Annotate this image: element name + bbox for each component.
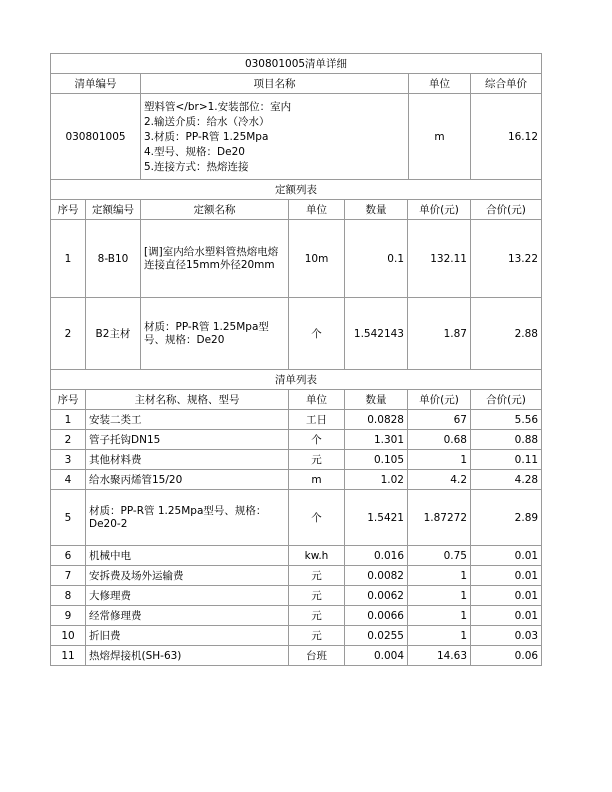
- header-total: 合价(元): [471, 390, 542, 410]
- row-price: 1: [408, 626, 471, 646]
- row-total: 0.06: [471, 646, 542, 666]
- row-qty: 0.0066: [345, 606, 408, 626]
- table-row: [51, 566, 542, 586]
- bill-unit-price: 16.12: [471, 94, 542, 180]
- desc-line: 塑料管</br>1.安装部位：室内: [144, 101, 292, 113]
- materials-table: [50, 369, 542, 666]
- row-total: 0.01: [471, 566, 542, 586]
- row-price: 14.63: [408, 646, 471, 666]
- row-total: 0.03: [471, 626, 542, 646]
- row-material-name: 经常修理费: [86, 606, 289, 626]
- desc-line: 4.型号、规格：De20: [144, 146, 245, 158]
- row-seq: 3: [51, 450, 86, 470]
- header-seq: 序号: [51, 200, 86, 220]
- row-qty: 0.0255: [345, 626, 408, 646]
- row-material-name: 材质：PP-R管 1.25Mpa型号、规格：De20-2: [86, 490, 289, 546]
- row-qty: 1.542143: [345, 298, 408, 370]
- desc-line: 3.材质：PP-R管 1.25Mpa: [144, 131, 269, 143]
- row-unit: m: [289, 470, 345, 490]
- table-row: [51, 586, 542, 606]
- row-price: 1.87: [408, 298, 471, 370]
- row-seq: 4: [51, 470, 86, 490]
- row-unit: 10m: [289, 220, 345, 298]
- row-qty: 0.004: [345, 646, 408, 666]
- table-row: [51, 470, 542, 490]
- row-price: 4.2: [408, 470, 471, 490]
- header-price: 单价(元): [408, 390, 471, 410]
- row-total: 13.22: [471, 220, 542, 298]
- bill-unit: m: [409, 94, 471, 180]
- row-total: 2.89: [471, 490, 542, 546]
- row-unit: 元: [289, 450, 345, 470]
- header-quota-name: 定额名称: [141, 200, 289, 220]
- row-qty: 0.016: [345, 546, 408, 566]
- header-qty: 数量: [345, 390, 408, 410]
- row-unit: 元: [289, 626, 345, 646]
- header-seq: 序号: [51, 390, 86, 410]
- row-seq: 6: [51, 546, 86, 566]
- quota-table: [50, 179, 542, 370]
- row-seq: 8: [51, 586, 86, 606]
- row-material-name: 机械中电: [86, 546, 289, 566]
- row-quota-code: 8-B10: [86, 220, 141, 298]
- row-qty: 0.0828: [345, 410, 408, 430]
- row-material-name: 其他材料费: [86, 450, 289, 470]
- row-material-name: 管子托钩DN15: [86, 430, 289, 450]
- table-row: [51, 490, 542, 546]
- table-row: [51, 606, 542, 626]
- bill-item-description: [141, 94, 409, 180]
- row-quota-name: 材质：PP-R管 1.25Mpa型号、规格：De20: [141, 298, 289, 370]
- header-quota-code: 定额编号: [86, 200, 141, 220]
- row-seq: 1: [51, 410, 86, 430]
- row-unit: 台班: [289, 646, 345, 666]
- row-unit: 元: [289, 586, 345, 606]
- row-unit: 元: [289, 566, 345, 586]
- row-seq: 1: [51, 220, 86, 298]
- row-total: 0.88: [471, 430, 542, 450]
- row-seq: 10: [51, 626, 86, 646]
- row-price: 1: [408, 606, 471, 626]
- table-row: [51, 430, 542, 450]
- row-seq: 2: [51, 430, 86, 450]
- desc-line: 5.连接方式：热熔连接: [144, 161, 249, 173]
- row-quota-name: [调]室内给水塑料管热熔电熔连接直径15mm外径20mm: [141, 220, 289, 298]
- table-row: [51, 410, 542, 430]
- row-unit: 工日: [289, 410, 345, 430]
- row-unit: 个: [289, 430, 345, 450]
- table-row: [51, 646, 542, 666]
- row-price: 132.11: [408, 220, 471, 298]
- row-unit: 元: [289, 606, 345, 626]
- row-seq: 9: [51, 606, 86, 626]
- quota-title: 定额列表: [51, 180, 542, 200]
- row-price: 0.75: [408, 546, 471, 566]
- header-unit: 单位: [289, 200, 345, 220]
- row-material-name: 大修理费: [86, 586, 289, 606]
- row-quota-code: B2主材: [86, 298, 141, 370]
- header-qty: 数量: [345, 200, 408, 220]
- row-unit: kw.h: [289, 546, 345, 566]
- header-unit: 单位: [289, 390, 345, 410]
- bill-title: 030801005清单详细: [51, 54, 542, 74]
- header-material-name: 主材名称、规格、型号: [86, 390, 289, 410]
- row-seq: 7: [51, 566, 86, 586]
- row-material-name: 折旧费: [86, 626, 289, 646]
- row-total: 0.01: [471, 546, 542, 566]
- row-price: 67: [408, 410, 471, 430]
- row-material-name: 热熔焊接机(SH-63): [86, 646, 289, 666]
- header-bill-code: 清单编号: [51, 74, 141, 94]
- row-qty: 1.02: [345, 470, 408, 490]
- row-price: 1: [408, 450, 471, 470]
- header-item-name: 项目名称: [141, 74, 409, 94]
- header-total: 合价(元): [471, 200, 542, 220]
- row-price: 0.68: [408, 430, 471, 450]
- bill-detail-table: [50, 53, 542, 180]
- row-price: 1.87272: [408, 490, 471, 546]
- table-row: [51, 546, 542, 566]
- row-price: 1: [408, 566, 471, 586]
- header-unit: 单位: [409, 74, 471, 94]
- row-qty: 0.105: [345, 450, 408, 470]
- desc-line: 2.输送介质：给水（冷水）: [144, 116, 270, 128]
- row-material-name: 给水聚丙烯管15/20: [86, 470, 289, 490]
- row-qty: 0.1: [345, 220, 408, 298]
- table-row: [51, 298, 542, 370]
- header-unit-price: 综合单价: [471, 74, 542, 94]
- row-qty: 0.0082: [345, 566, 408, 586]
- row-seq: 5: [51, 490, 86, 546]
- row-qty: 0.0062: [345, 586, 408, 606]
- row-unit: 个: [289, 490, 345, 546]
- row-total: 4.28: [471, 470, 542, 490]
- row-unit: 个: [289, 298, 345, 370]
- materials-title: 清单列表: [51, 370, 542, 390]
- row-total: 5.56: [471, 410, 542, 430]
- row-total: 0.11: [471, 450, 542, 470]
- row-total: 0.01: [471, 586, 542, 606]
- table-row: [51, 450, 542, 470]
- row-price: 1: [408, 586, 471, 606]
- row-material-name: 安拆费及场外运输费: [86, 566, 289, 586]
- row-seq: 11: [51, 646, 86, 666]
- header-price: 单价(元): [408, 200, 471, 220]
- table-row: [51, 626, 542, 646]
- row-qty: 1.301: [345, 430, 408, 450]
- row-seq: 2: [51, 298, 86, 370]
- table-row: [51, 220, 542, 298]
- row-material-name: 安装二类工: [86, 410, 289, 430]
- row-total: 2.88: [471, 298, 542, 370]
- bill-code: 030801005: [51, 94, 141, 180]
- row-total: 0.01: [471, 606, 542, 626]
- row-qty: 1.5421: [345, 490, 408, 546]
